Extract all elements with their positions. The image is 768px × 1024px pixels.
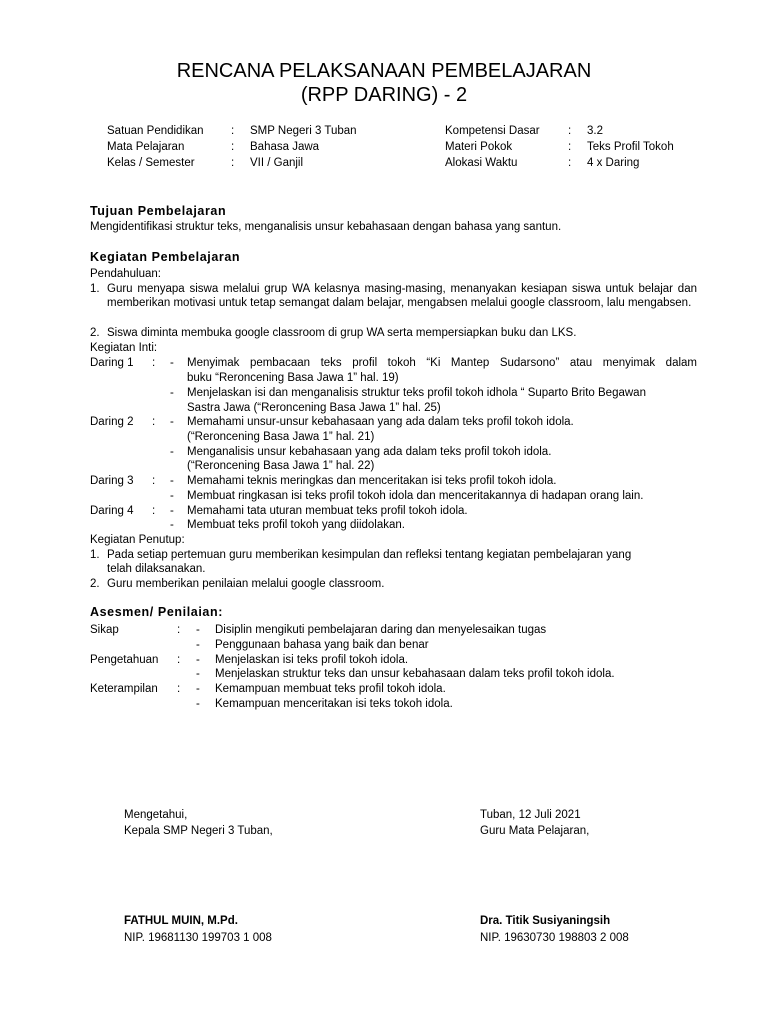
colon: : xyxy=(177,683,181,695)
sign-left-name: FATHUL MUIN, M.Pd. xyxy=(124,915,238,927)
value-satuan-pendidikan: SMP Negeri 3 Tuban xyxy=(250,125,357,137)
sign-left-line1: Mengetahui, xyxy=(124,809,188,821)
colon: : xyxy=(152,357,156,369)
sikap-item-2: Penggunaan bahasa yang baik dan benar xyxy=(215,639,429,651)
pengetahuan-item-1: Menjelaskan isi teks profil tokoh idola. xyxy=(215,654,409,666)
daring-1-item-1-line1: Menyimak pembacaan teks profil tokoh “Ki Mantep Sudarsono” atau menyimak dalam xyxy=(187,357,697,369)
daring-1-item-2-line2: Sastra Jawa (“Reroncening Basa Jawa 1” hal. 25) xyxy=(187,402,441,414)
bullet-dash: - xyxy=(196,654,200,666)
sikap-label: Sikap xyxy=(90,624,119,636)
label-materi-pokok: Materi Pokok xyxy=(445,141,513,153)
colon: : xyxy=(152,475,156,487)
sikap-item-1: Disiplin mengikuti pembelajaran daring dan menyelesaikan tugas xyxy=(215,624,547,636)
bullet-dash: - xyxy=(196,639,200,651)
bullet-dash: - xyxy=(196,698,200,710)
sign-left-line2: Kepala SMP Negeri 3 Tuban, xyxy=(124,825,273,837)
colon: : xyxy=(568,157,572,169)
label-alokasi-waktu: Alokasi Waktu xyxy=(445,157,518,169)
colon: : xyxy=(152,505,156,517)
label-kompetensi-dasar: Kompetensi Dasar xyxy=(445,125,540,137)
pendahuluan-label: Pendahuluan: xyxy=(90,268,161,280)
colon: : xyxy=(568,125,572,137)
colon: : xyxy=(231,141,235,153)
sign-right-line1: Tuban, 12 Juli 2021 xyxy=(480,809,581,821)
colon: : xyxy=(177,624,181,636)
colon: : xyxy=(177,654,181,666)
penutup-item-1-line1: Pada setiap pertemuan guru memberikan kesimpulan dan refleksi tentang kegiatan pembelajaran yang xyxy=(107,549,632,561)
label-kelas-semester: Kelas / Semester xyxy=(107,157,195,169)
value-materi-pokok: Teks Profil Tokoh xyxy=(587,141,674,153)
tujuan-text: Mengidentifikasi struktur teks, menganalisis unsur kebahasaan dengan bahasa yang santun. xyxy=(90,221,562,233)
keterampilan-label: Keterampilan xyxy=(90,683,158,695)
value-kompetensi-dasar: 3.2 xyxy=(587,125,603,137)
daring-3-label: Daring 3 xyxy=(90,475,134,487)
daring-1-item-1-line2: buku “Reroncening Basa Jawa 1” hal. 19) xyxy=(187,372,399,384)
value-alokasi-waktu: 4 x Daring xyxy=(587,157,640,169)
label-satuan-pendidikan: Satuan Pendidikan xyxy=(107,125,204,137)
pendahuluan-item-1: Guru menyapa siswa melalui grup WA kelasnya masing-masing, menanyakan kesiapan siswa untuk belajar dan memberikan motivasi untuk tetap semangat dalam belajar, mengabsen melalui google classroom, lalu mengabsen. xyxy=(107,283,697,309)
daring-2-item-2-line1: Menganalisis unsur kebahasaan yang ada dalam teks profil tokoh idola. xyxy=(187,446,552,458)
sign-right-nip: NIP. 19630730 198803 2 008 xyxy=(480,932,629,944)
label-mata-pelajaran: Mata Pelajaran xyxy=(107,141,185,153)
value-mata-pelajaran: Bahasa Jawa xyxy=(250,141,320,153)
pengetahuan-item-2: Menjelaskan struktur teks dan unsur kebahasaan dalam teks profil tokoh idola. xyxy=(215,668,615,680)
daring-2-item-1-line1: Memahami unsur-unsur kebahasaan yang ada dalam teks profil tokoh idola. xyxy=(187,416,574,428)
penutup-label: Kegiatan Penutup: xyxy=(90,534,185,546)
inti-label: Kegiatan Inti: xyxy=(90,342,158,354)
daring-4-item-2: Membuat teks profil tokoh yang diidolakan. xyxy=(187,519,405,531)
colon: : xyxy=(568,141,572,153)
daring-4-item-1: Memahami tata uturan membuat teks profil tokoh idola. xyxy=(187,505,468,517)
pengetahuan-label: Pengetahuan xyxy=(90,654,159,666)
colon: : xyxy=(152,416,156,428)
daring-1-label: Daring 1 xyxy=(90,357,134,369)
list-number: 2. xyxy=(90,327,100,339)
sign-right-name: Dra. Titik Susiyaningsih xyxy=(480,915,611,927)
heading-asesmen: Asesmen/ Penilaian: xyxy=(90,605,223,619)
pendahuluan-item-2: Siswa diminta membuka google classroom di grup WA serta mempersiapkan buku dan LKS. xyxy=(107,327,577,339)
sign-left-nip: NIP. 19681130 199703 1 008 xyxy=(124,932,272,944)
daring-2-label: Daring 2 xyxy=(90,416,134,428)
bullet-dash: - xyxy=(196,668,200,680)
heading-tujuan: Tujuan Pembelajaran xyxy=(90,204,227,218)
daring-2-item-2-line2: (“Reroncening Basa Jawa 1” hal. 22) xyxy=(187,460,375,472)
document-title-line2: (RPP DARING) - 2 xyxy=(300,84,468,106)
bullet-dash: - xyxy=(170,416,174,428)
bullet-dash: - xyxy=(170,357,174,369)
bullet-dash: - xyxy=(170,490,174,502)
sign-right-line2: Guru Mata Pelajaran, xyxy=(480,825,590,837)
daring-1-item-2-line1: Menjelaskan isi dan menganalisis struktur teks profil tokoh idhola “ Suparto Brito Begawan xyxy=(187,387,646,399)
daring-2-item-1-line2: (“Reroncening Basa Jawa 1” hal. 21) xyxy=(187,431,375,443)
bullet-dash: - xyxy=(170,505,174,517)
list-number: 2. xyxy=(90,578,100,590)
keterampilan-item-1: Kemampuan membuat teks profil tokoh idola. xyxy=(215,683,446,695)
bullet-dash: - xyxy=(196,683,200,695)
keterampilan-item-2: Kemampuan menceritakan isi teks tokoh idola. xyxy=(215,698,453,710)
daring-3-item-2: Membuat ringkasan isi teks profil tokoh idola dan menceritakannya di hadapan orang lain. xyxy=(187,490,644,502)
bullet-dash: - xyxy=(170,387,174,399)
bullet-dash: - xyxy=(196,624,200,636)
bullet-dash: - xyxy=(170,446,174,458)
document-title-line1: RENCANA PELAKSANAAN PEMBELAJARAN xyxy=(176,60,592,82)
bullet-dash: - xyxy=(170,519,174,531)
list-number: 1. xyxy=(90,549,100,561)
colon: : xyxy=(231,125,235,137)
daring-3-item-1: Memahami teknis meringkas dan menceritakan isi teks profil tokoh idola. xyxy=(187,475,557,487)
penutup-item-1-line2: telah dilaksanakan. xyxy=(107,563,206,575)
value-kelas-semester: VII / Ganjil xyxy=(250,157,304,169)
penutup-item-2: Guru memberikan penilaian melalui google classroom. xyxy=(107,578,385,590)
colon: : xyxy=(231,157,235,169)
heading-kegiatan: Kegiatan Pembelajaran xyxy=(90,250,241,264)
bullet-dash: - xyxy=(170,475,174,487)
list-number: 1. xyxy=(90,283,100,295)
daring-4-label: Daring 4 xyxy=(90,505,134,517)
